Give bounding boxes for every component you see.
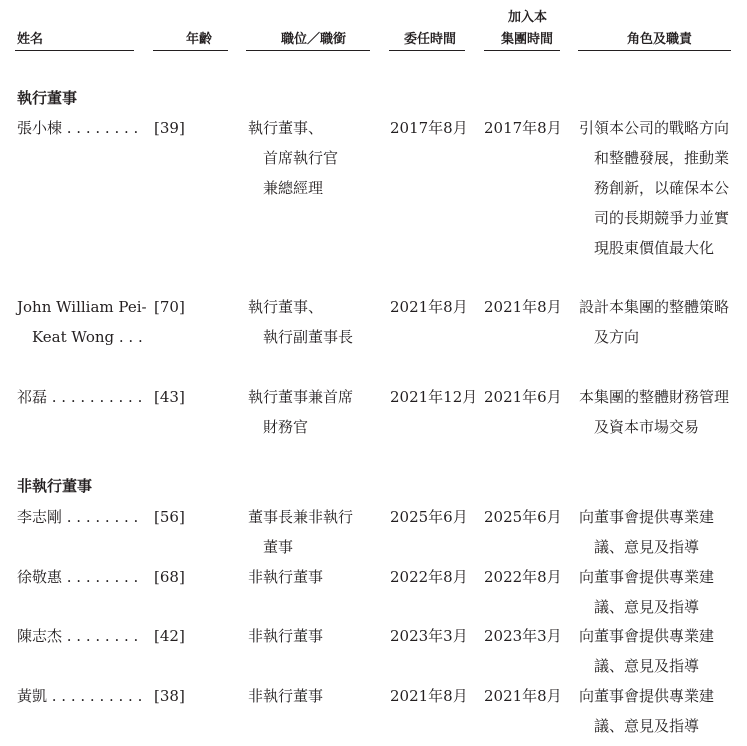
position-cell: 執行董事、 執行副董事長 xyxy=(248,298,354,346)
joined-cell: 2021年8月 xyxy=(484,687,562,705)
age-cell: [56] xyxy=(154,508,185,526)
position-cell: 執行董事、 首席執行官 兼總經理 xyxy=(248,119,339,197)
position-cell: 執行董事兼首席 財務官 xyxy=(248,388,354,436)
appointed-cell: 2022年8月 xyxy=(390,568,468,586)
header-rule-position xyxy=(246,50,370,51)
header-name: 姓名 xyxy=(17,32,44,47)
header-rule-name xyxy=(15,50,134,51)
name-cell: 李志剛 . . . . . . . . xyxy=(17,508,139,526)
name-cell: 張小棟 . . . . . . . . xyxy=(17,119,139,137)
header-rule-role xyxy=(578,50,731,51)
age-cell: [70] xyxy=(154,298,185,316)
joined-cell: 2025年6月 xyxy=(484,508,562,526)
joined-cell: 2021年6月 xyxy=(484,388,562,406)
header-role: 角色及職責 xyxy=(627,32,693,47)
age-cell: [42] xyxy=(154,627,185,645)
header-joined-line1: 加入本 xyxy=(508,10,548,25)
joined-cell: 2017年8月 xyxy=(484,119,562,137)
appointed-cell: 2021年8月 xyxy=(390,687,468,705)
role-cell: 向董事會提供專業建 議、意見及指導 xyxy=(579,508,715,556)
appointed-cell: 2021年12月 xyxy=(390,388,478,406)
joined-cell: 2021年8月 xyxy=(484,298,562,316)
age-cell: [38] xyxy=(154,687,185,705)
joined-cell: 2023年3月 xyxy=(484,627,562,645)
appointed-cell: 2017年8月 xyxy=(390,119,468,137)
name-cell: 陳志杰 . . . . . . . . xyxy=(17,627,139,645)
role-cell: 向董事會提供專業建 議、意見及指導 xyxy=(579,568,715,616)
header-appointed: 委任時間 xyxy=(404,32,457,47)
age-cell: [68] xyxy=(154,568,185,586)
age-cell: [43] xyxy=(154,388,185,406)
position-cell: 非執行董事 xyxy=(248,687,324,705)
appointed-cell: 2023年3月 xyxy=(390,627,468,645)
header-position: 職位／職銜 xyxy=(281,32,347,47)
section-non-executive: 非執行董事 xyxy=(17,477,93,495)
header-joined-line2: 集團時間 xyxy=(501,32,554,47)
name-cell: 徐敬惠 . . . . . . . . xyxy=(17,568,139,586)
name-cell: John William Pei- Keat Wong . . . xyxy=(17,298,147,346)
position-cell: 非執行董事 xyxy=(248,627,324,645)
role-cell: 引領本公司的戰略方向 和整體發展，推動業 務創新，以確保本公 司的長期競爭力並實 現股東價值最大化 xyxy=(579,119,730,257)
joined-cell: 2022年8月 xyxy=(484,568,562,586)
appointed-cell: 2025年6月 xyxy=(390,508,468,526)
role-cell: 向董事會提供專業建 議、意見及指導 xyxy=(579,687,715,735)
age-cell: [39] xyxy=(154,119,185,137)
section-executive: 執行董事 xyxy=(17,89,78,107)
role-cell: 向董事會提供專業建 議、意見及指導 xyxy=(579,627,715,675)
header-rule-joined xyxy=(484,50,560,51)
name-cell: 黃凱 . . . . . . . . . . xyxy=(17,687,143,705)
header-rule-age xyxy=(153,50,228,51)
appointed-cell: 2021年8月 xyxy=(390,298,468,316)
header-age: 年齡 xyxy=(186,32,213,47)
position-cell: 董事長兼非執行 董事 xyxy=(248,508,354,556)
position-cell: 非執行董事 xyxy=(248,568,324,586)
header-rule-appointed xyxy=(389,50,465,51)
role-cell: 本集團的整體財務管理 及資本市場交易 xyxy=(579,388,730,436)
name-cell: 祁磊 . . . . . . . . . . xyxy=(17,388,143,406)
role-cell: 設計本集團的整體策略 及方向 xyxy=(579,298,730,346)
